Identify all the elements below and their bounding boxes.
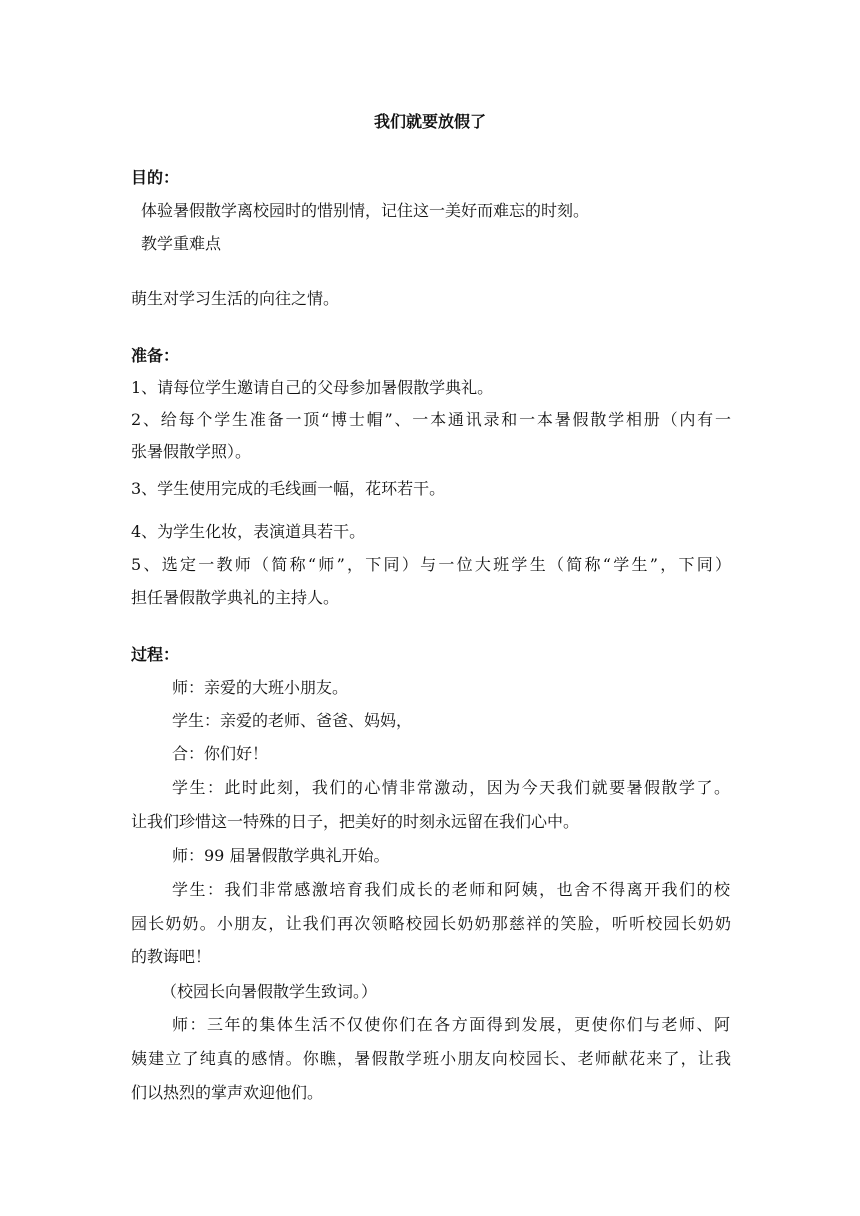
preparation-heading: 准备： (131, 346, 180, 365)
dialogue-line: 师：99 届暑假散学典礼开始。 (172, 846, 390, 865)
preparation-item: 5、选定一教师（简称“师”，下同）与一位大班学生（简称“学生”，下同） (131, 555, 731, 574)
preparation-item: 张暑假散学照）。 (131, 442, 252, 461)
process-heading: 过程： (131, 645, 180, 664)
dialogue-line: 合：你们好！ (172, 744, 269, 763)
preparation-item: 3、学生使用完成的毛线画一幅，花环若干。 (131, 479, 446, 498)
purpose-line: 体验暑假散学离校园时的惜别情，记住这一美好而难忘的时刻。 (141, 201, 590, 220)
dialogue-line: 学生：亲爱的老师、爸爸、妈妈， (172, 711, 413, 730)
dialogue-line: 让我们珍惜这一特殊的日子，把美好的时刻永远留在我们心中。 (131, 812, 580, 831)
document-title: 我们就要放假了 (373, 112, 486, 131)
dialogue-line: 们以热烈的掌声欢迎他们。 (131, 1083, 324, 1102)
purpose-paragraph: 萌生对学习生活的向往之情。 (131, 289, 340, 308)
stage-direction: （校园长向暑假散学生致词。） (161, 982, 378, 1001)
preparation-item: 4、为学生化妆，表演道具若干。 (131, 522, 366, 541)
dialogue-line: 的教诲吧！ (131, 947, 212, 966)
dialogue-line: 姨建立了纯真的感情。你瞧，暑假散学班小朋友向校园长、老师献花来了，让我 (131, 1049, 731, 1068)
preparation-item: 担任暑假散学典礼的主持人。 (131, 588, 340, 607)
preparation-item: 1、请每位学生邀请自己的父母参加暑假散学典礼。 (131, 378, 494, 397)
dialogue-line: 学生：此时此刻，我们的心情非常激动，因为今天我们就要暑假散学了。 (172, 778, 730, 797)
purpose-line: 教学重难点 (141, 234, 222, 253)
dialogue-line: 园长奶奶。小朋友，让我们再次领略校园长奶奶那慈祥的笑脸，听听校园长奶奶 (131, 914, 731, 933)
preparation-item: 2、给每个学生准备一顶“博士帽”、一本通讯录和一本暑假散学相册（内有一 (131, 410, 731, 429)
purpose-heading: 目的： (131, 168, 180, 187)
dialogue-line: 学生：我们非常感激培育我们成长的老师和阿姨，也舍不得离开我们的校 (172, 880, 730, 899)
dialogue-line: 师：三年的集体生活不仅使你们在各方面得到发展，更使你们与老师、阿 (172, 1015, 730, 1034)
dialogue-line: 师：亲爱的大班小朋友。 (172, 678, 349, 697)
